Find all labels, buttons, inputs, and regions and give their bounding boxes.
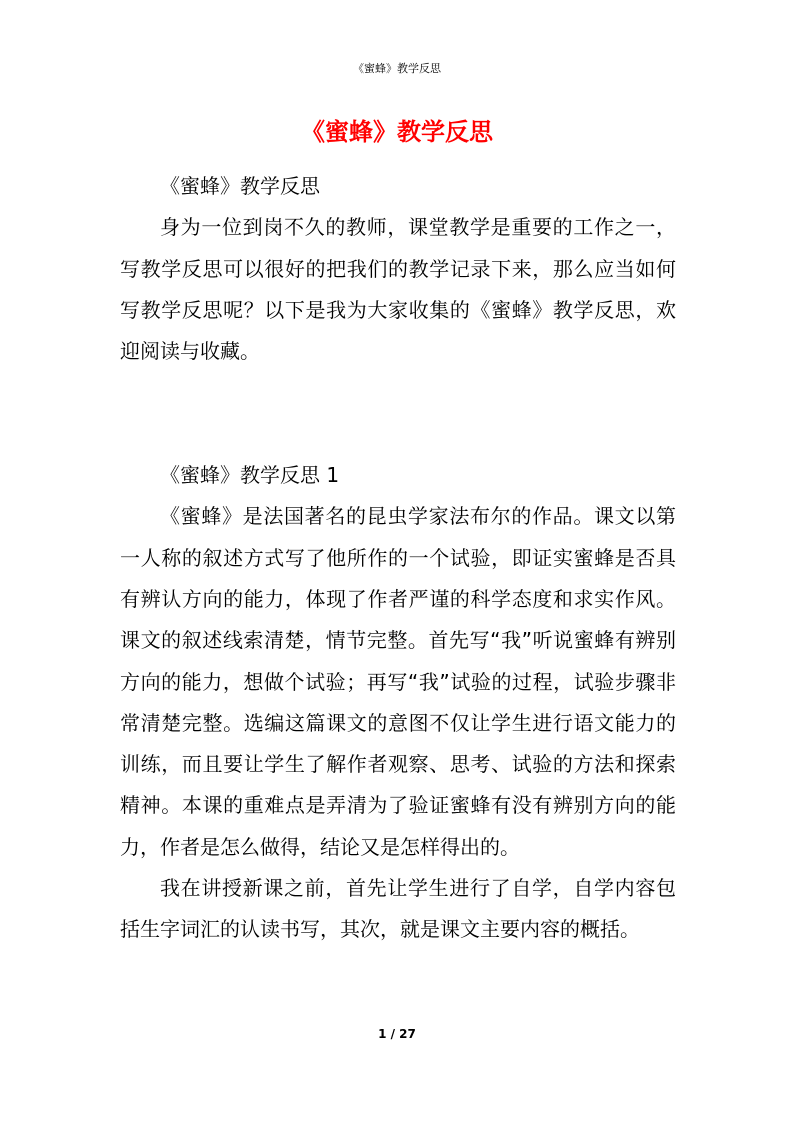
running-header: 《蜜蜂》教学反思 <box>353 62 441 75</box>
paragraph-intro: 身为一位到岗不久的教师，课堂教学是重要的工作之一，写教学反思可以很好的把我们的教学记录下来，那么应当如何写教学反思呢？以下是我为大家收集的《蜜蜂》教学反思，欢迎阅读与收藏。 <box>120 215 676 364</box>
document-title: 《蜜蜂》教学反思 <box>301 118 493 146</box>
document-body <box>120 166 676 951</box>
paragraph-teaching: 我在讲授新课之前，首先让学生进行了自学，自学内容包括生字词汇的认读书写，其次，就是课文主要内容的概括。 <box>120 876 676 942</box>
section-heading-1: 《蜜蜂》教学反思 1 <box>160 463 340 488</box>
page-number: 1 / 27 <box>378 1027 416 1041</box>
paragraph-spacer <box>120 414 676 455</box>
paragraph-subtitle: 《蜜蜂》教学反思 <box>160 174 320 198</box>
paragraph-section-1: 《蜜蜂》是法国著名的昆虫学家法布尔的作品。课文以第一人称的叙述方式写了他所作的一个试验，即证实蜜蜂是否具有辨认方向的能力，体现了作者严谨的科学态度和求实作风。课文的叙述线索清楚，情节完整。首先写“我”听说蜜蜂有辨别方向的能力，想做个试验；再写“我”试验的过程，试验步骤非常清楚完整。选编这篇课文的意图不仅让学生进行语文能力的训练，而且要让学生了解作者观察、思考、试验的方法和探索精神。本课的重难点是弄清为了验证蜜蜂有没有辨别方向的能力，作者是怎么做得，结论又是怎样得出的。 <box>120 504 676 859</box>
paragraph-spacer <box>120 372 676 413</box>
